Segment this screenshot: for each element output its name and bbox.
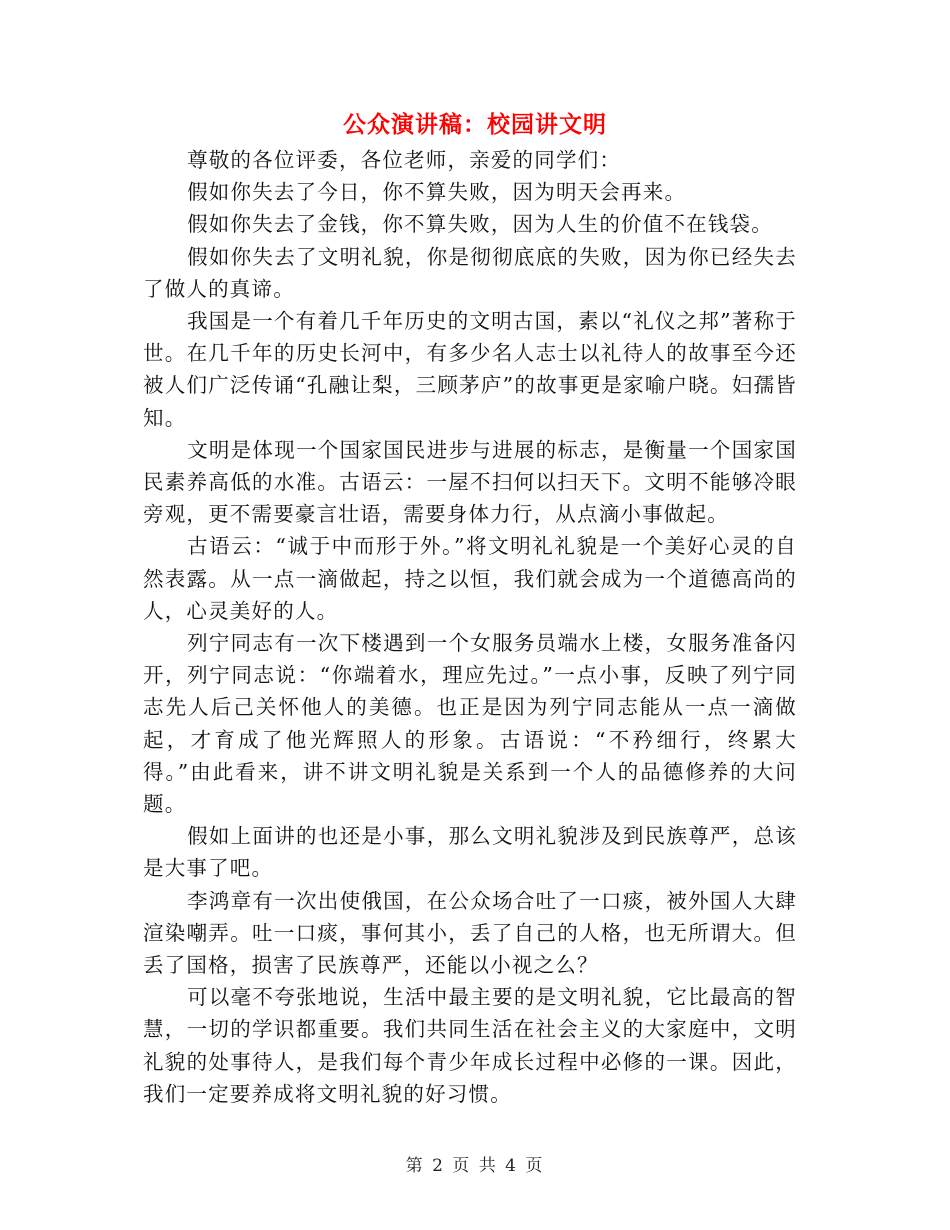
body-paragraph: 假如上面讲的也还是小事，那么文明礼貌涉及到民族尊严，总该是大事了吧。: [143, 824, 797, 881]
salutation-paragraph: 尊敬的各位评委，各位老师，亲爱的同学们：: [187, 148, 622, 172]
document-title: 公众演讲稿：校园讲文明: [343, 111, 607, 138]
page-number-footer: 第 2 页 共 4 页: [405, 1156, 545, 1176]
body-paragraph: 李鸿章有一次出使俄国，在公众场合吐了一口痰，被外国人大肆渲染嘲弄。吐一口痰，事何其小，丢了自己的人格，也无所谓大。但丢了国格，损害了民族尊严，还能以小视之么？: [143, 888, 797, 978]
body-paragraph: 假如你失去了金钱，你不算失败，因为人生的价值不在钱袋。: [187, 212, 773, 237]
body-paragraph: 可以毫不夸张地说，生活中最主要的是文明礼貌，它比最高的智慧，一切的学识都重要。我们共同生活在社会主义的大家庭中，文明礼貌的处事待人，是我们每个青少年成长过程中必修的一课。因此，我们一定要养成将文明礼貌的好习惯。: [143, 985, 797, 1106]
document-body: [143, 144, 797, 1110]
body-paragraph: 假如你失去了今日，你不算失败，因为明天会再来。: [187, 180, 687, 205]
body-paragraph: 假如你失去了文明礼貌，你是彻彻底底的失败，因为你已经失去了做人的真谛。: [143, 244, 797, 301]
body-paragraph: 列宁同志有一次下楼遇到一个女服务员端水上楼，女服务准备闪开，列宁同志说：“你端着水，理应先过。”一点小事，反映了列宁同志先人后己关怀他人的美德。也正是因为列宁同志能从一点一滴做起，才育成了他光辉照人的形象。古语说：“不矜细行，终累大得。”由此看来，讲不讲文明礼貌是关系到一个人的品德修养的大问题。: [143, 631, 797, 817]
body-paragraph: 文明是体现一个国家国民进步与进展的标志，是衡量一个国家国民素养高低的水准。古语云：一屋不扫何以扫天下。文明不能够冷眼旁观，更不需要豪言壮语，需要身体力行，从点滴小事做起。: [143, 437, 797, 527]
body-paragraph: 古语云：“诚于中而形于外。”将文明礼礼貌是一个美好心灵的自然表露。从一点一滴做起，持之以恒，我们就会成为一个道德高尚的人，心灵美好的人。: [143, 534, 797, 623]
body-paragraph: 我国是一个有着几千年历史的文明古国，素以“礼仪之邦”著称于世。在几千年的历史长河中，有多少名人志士以礼待人的故事至今还被人们广泛传诵“孔融让梨，三顾茅庐”的故事更是家喻户晓。妇孺皆知。: [143, 309, 797, 430]
